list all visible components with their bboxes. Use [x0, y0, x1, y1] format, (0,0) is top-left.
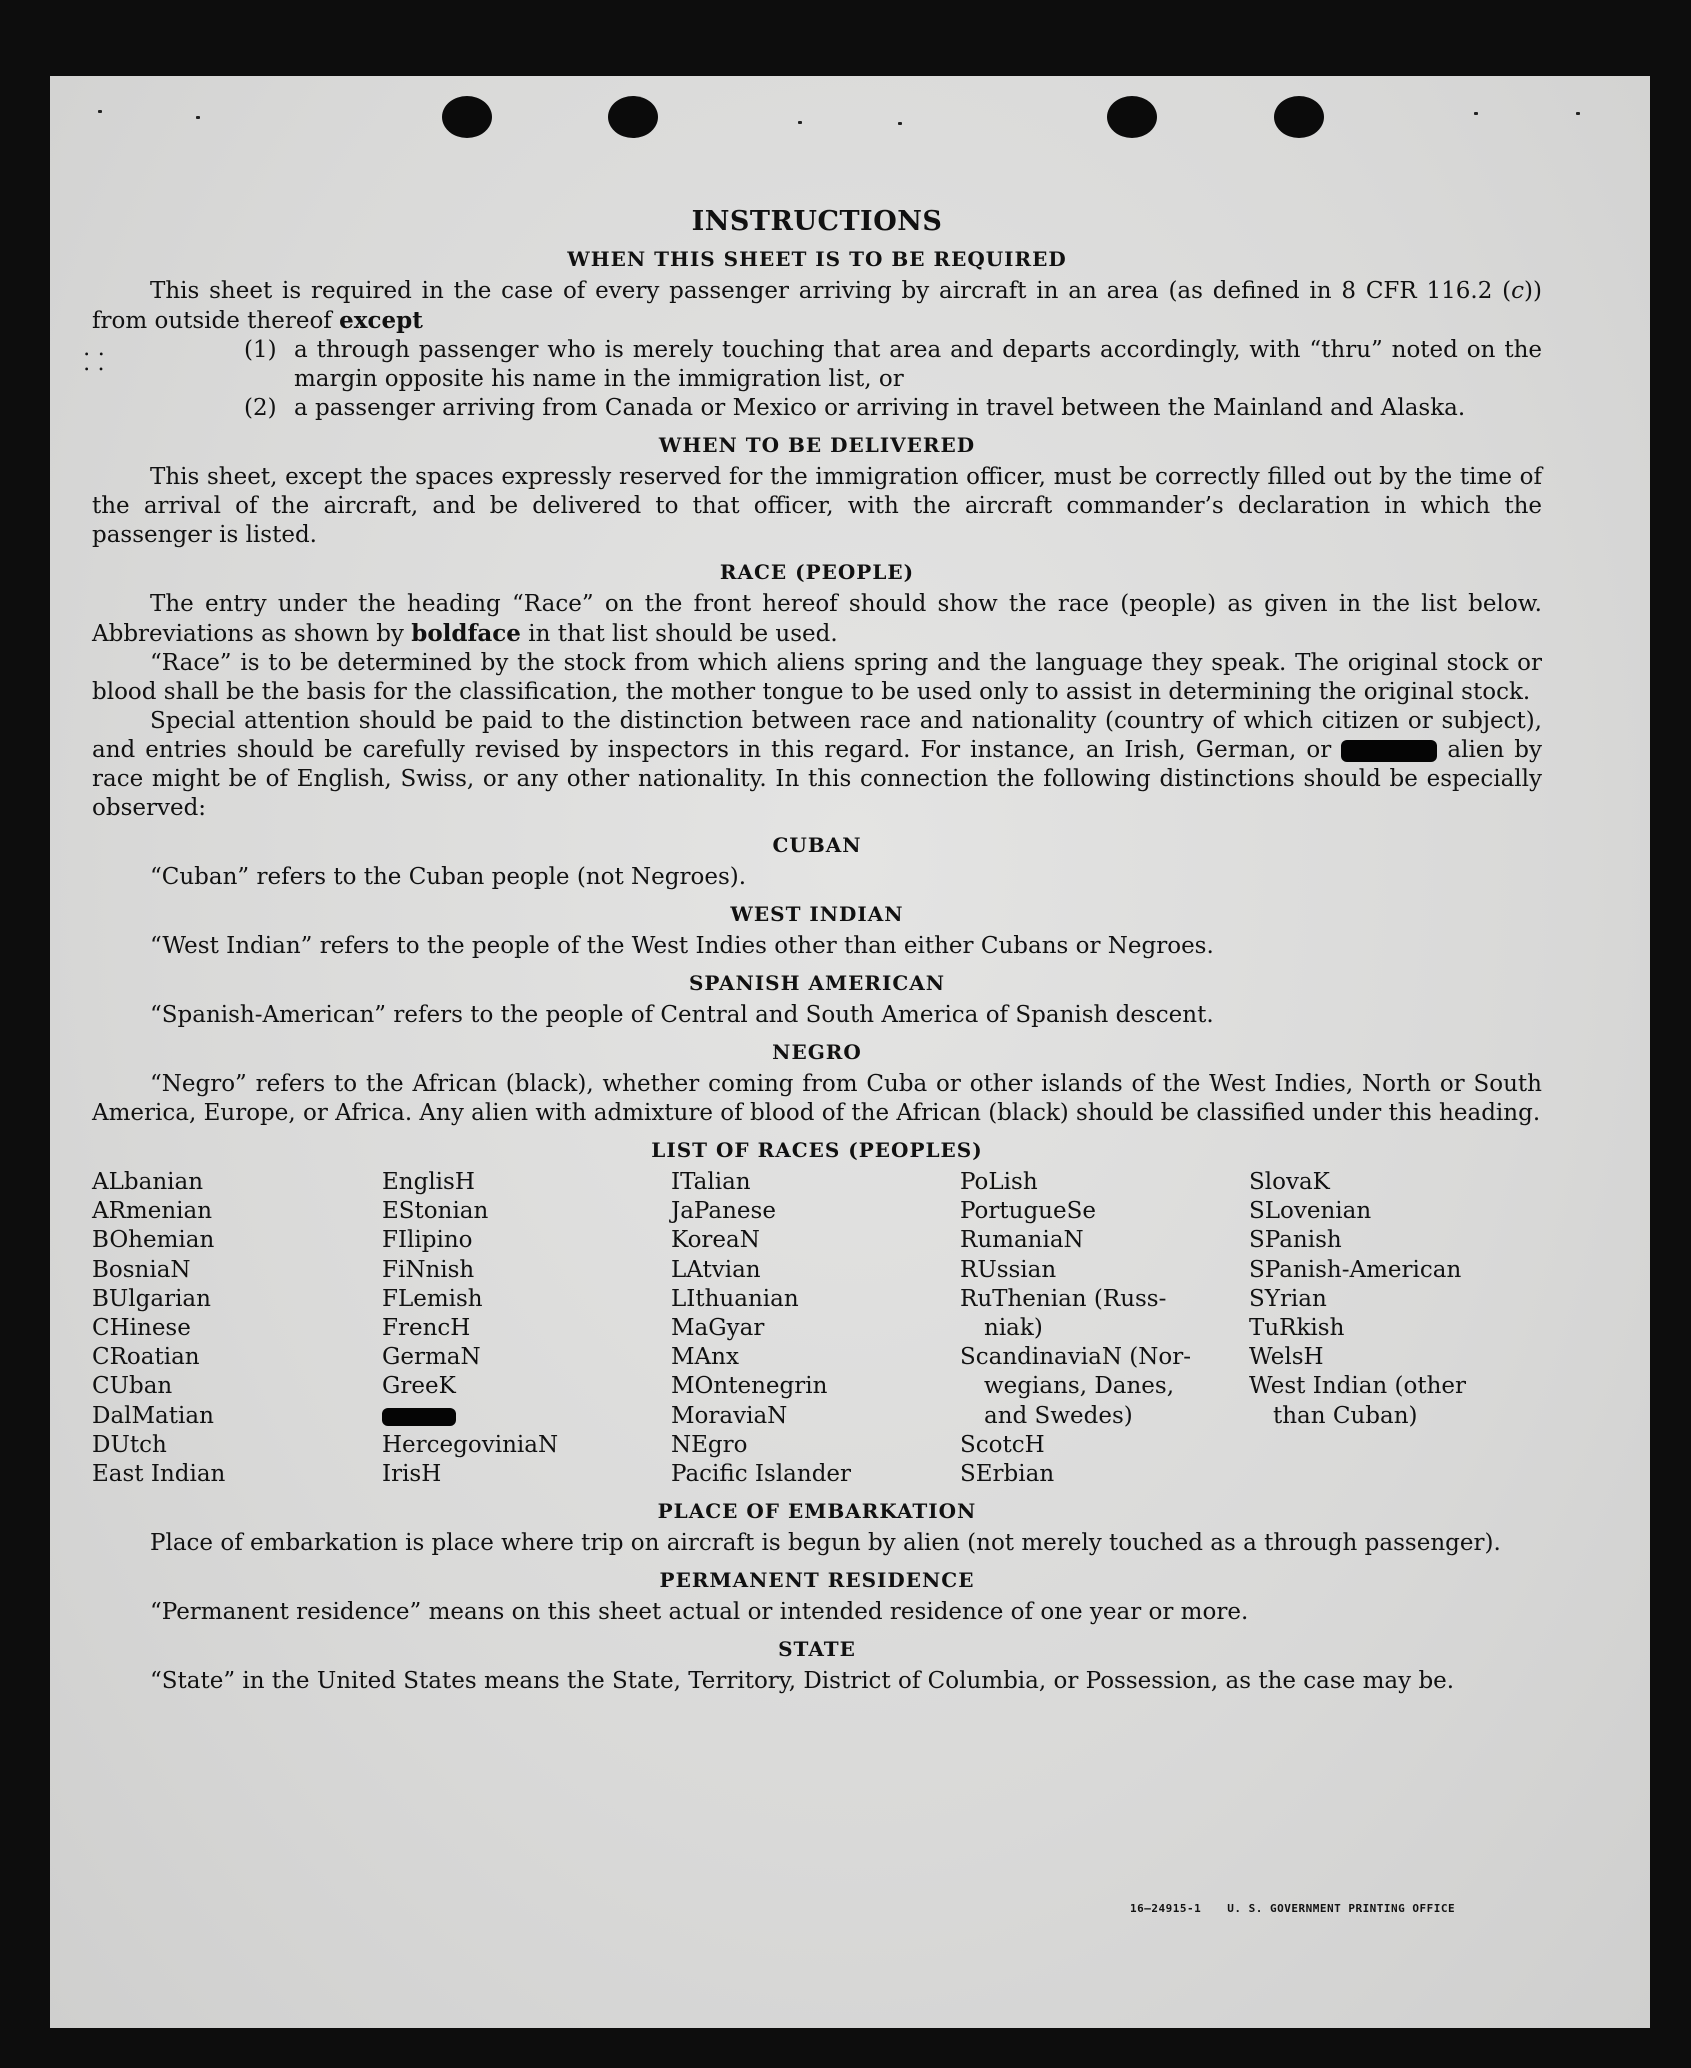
section-heading-race: RACE (PEOPLE)	[719, 560, 915, 584]
race-paragraph-2: “Race” is to be determined by the stock from which aliens spring and the language they speak. The original stock or blood shall be the basis for the classification, the mother tongue to be used only to assist in determining the original stock.	[92, 650, 1542, 705]
race-item: FIlipino	[382, 1227, 473, 1254]
race-paragraph-1: The entry under the heading “Race” on the front hereof should show the race (people) as given in the list below. Abbreviations as shown by boldface in that list should be used.	[92, 591, 1542, 647]
race-item: SPanish	[1249, 1227, 1342, 1254]
section-heading-residence: PERMANENT RESIDENCE	[659, 1568, 975, 1593]
section-heading-west-indian: WEST INDIAN	[730, 902, 904, 926]
page-title: INSTRUCTIONS	[691, 206, 943, 237]
race-item: CRoatian	[92, 1344, 200, 1371]
races-column-1	[92, 1168, 382, 1489]
race-item: DalMatian	[92, 1402, 214, 1429]
race-item: SlovaK	[1249, 1169, 1330, 1195]
races-list	[92, 1168, 1542, 1489]
race-item: RUssian	[960, 1256, 1057, 1283]
spanish-american-text: “Spanish-American” refers to the people of Central and South America of Spanish descent.	[150, 1002, 1214, 1028]
race-item: IrisH	[382, 1461, 442, 1488]
form-number: 16—24915-1	[1130, 1902, 1202, 1915]
race-item: MAnx	[671, 1344, 739, 1371]
punch-hole	[1274, 96, 1324, 138]
race-item: KoreaN	[671, 1227, 760, 1254]
races-column-4	[960, 1168, 1249, 1489]
race-item: ScotcH	[960, 1431, 1045, 1458]
race-item-continuation: than Cuban)	[1273, 1402, 1418, 1429]
race-item: ScandinaviaN (Nor-	[960, 1344, 1191, 1371]
punch-hole	[1107, 96, 1157, 138]
state-text: “State” in the United States means the State, Territory, District of Columbia, or Possession, as the case may be.	[150, 1668, 1455, 1695]
race-item: FrencH	[382, 1315, 471, 1342]
race-item: PortugueSe	[960, 1198, 1096, 1225]
race-item: EnglisH	[382, 1169, 475, 1195]
residence-text: “Permanent residence” means on this sheet actual or intended residence of one year or more.	[150, 1599, 1249, 1626]
race-item: LIthuanian	[671, 1285, 799, 1312]
race-item: PoLish	[960, 1169, 1038, 1195]
redaction-mark	[1341, 740, 1437, 762]
race-item: RumaniaN	[960, 1227, 1084, 1254]
race-item: LAtvian	[671, 1256, 761, 1283]
west-indian-text: “West Indian” refers to the people of the West Indies other than either Cubans or Negroes.	[150, 933, 1214, 959]
race-item-continuation: wegians, Danes,	[984, 1373, 1175, 1400]
race-item: FiNnish	[382, 1256, 475, 1283]
race-item: BOhemian	[92, 1227, 215, 1254]
section-heading-required: WHEN THIS SHEET IS TO BE REQUIRED	[567, 247, 1067, 271]
race-item: ARmenian	[92, 1198, 213, 1225]
speck	[98, 110, 102, 113]
race-item: MOntenegrin	[671, 1373, 828, 1400]
section-heading-delivered: WHEN TO BE DELIVERED	[658, 433, 976, 457]
redaction-mark	[382, 1408, 456, 1426]
handwritten-mark: ⸬	[84, 348, 104, 376]
speck	[196, 116, 200, 119]
cuban-text: “Cuban” refers to the Cuban people (not Negroes).	[150, 864, 747, 890]
section-heading-races-list: LIST OF RACES (PEOPLES)	[651, 1138, 983, 1162]
section-heading-negro: NEGRO	[772, 1040, 862, 1064]
printer-name: U. S. GOVERNMENT PRINTING OFFICE	[1227, 1902, 1456, 1915]
race-item: FLemish	[382, 1285, 483, 1312]
race-item: RuThenian (Russ-	[960, 1285, 1167, 1312]
race-item: SErbian	[960, 1461, 1055, 1488]
race-item: DUtch	[92, 1431, 167, 1458]
section-heading-state: STATE	[778, 1637, 856, 1662]
punch-hole	[608, 96, 658, 138]
race-item: East Indian	[92, 1461, 226, 1488]
punch-hole	[442, 96, 492, 138]
race-item: BosniaN	[92, 1256, 191, 1283]
race-item: TuRkish	[1249, 1315, 1345, 1342]
race-item: GreeK	[382, 1373, 456, 1400]
race-item: SYrian	[1249, 1285, 1327, 1312]
race-item: GermaN	[382, 1344, 481, 1371]
race-item: ITalian	[671, 1169, 751, 1195]
section-heading-spanish-american: SPANISH AMERICAN	[688, 971, 946, 995]
speck	[798, 121, 802, 124]
race-paragraph-3: Special attention should be paid to the distinction between race and nationality (country of which citizen or subject), and entries should be carefully revised by inspectors in this regard. For instance, an Irish, German, or alien by race might be of English, Swiss, or any other nationality. In this connection the following distinctions should be especially observed:	[92, 708, 1543, 821]
race-item: CUban	[92, 1373, 173, 1400]
required-item-2: (2) a passenger arriving from Canada or Mexico or arriving in travel between the Mainland and Alaska.	[244, 395, 1466, 421]
race-item: SLovenian	[1249, 1198, 1372, 1225]
race-item: ALbanian	[92, 1169, 204, 1195]
race-item-continuation: and Swedes)	[984, 1402, 1133, 1429]
section-heading-cuban: CUBAN	[772, 833, 862, 857]
document-page	[50, 76, 1650, 2028]
speck	[1576, 112, 1580, 115]
speck	[1474, 112, 1478, 115]
races-column-5	[1249, 1168, 1539, 1489]
race-item: WelsH	[1249, 1344, 1324, 1371]
race-item: West Indian (other	[1249, 1373, 1467, 1400]
race-item: JaPanese	[671, 1198, 776, 1225]
race-item: Pacific Islander	[671, 1461, 852, 1488]
race-item: HercegoviniaN	[382, 1431, 559, 1458]
instructions-body	[84, 206, 1543, 1696]
race-item-redacted	[382, 1402, 671, 1431]
races-column-3	[671, 1168, 960, 1489]
embarkation-text: Place of embarkation is place where trip on aircraft is begun by alien (not merely touched as a through passenger).	[150, 1530, 1501, 1557]
required-item-1: ⸬ (1) a through passenger who is merely touching that area and departs accordingly, with “thru” noted on the margin opposite his name in the immigration list, or	[84, 337, 1542, 392]
race-item: MaGyar	[671, 1315, 765, 1342]
race-item-continuation: niak)	[984, 1315, 1043, 1342]
delivered-text: This sheet, except the spaces expressly reserved for the immigration officer, must be correctly filled out by the time of the arrival of the aircraft, and be delivered to that officer, with the aircraft commander’s declaration in which the passenger is listed.	[92, 464, 1542, 548]
race-item: CHinese	[92, 1315, 191, 1342]
race-item: BUlgarian	[92, 1285, 211, 1312]
negro-text: “Negro” refers to the African (black), whether coming from Cuba or other islands of the West Indies, North or South America, Europe, or Africa. Any alien with admixture of blood of the African (black) should be classified under this heading.	[92, 1071, 1542, 1126]
race-item: NEgro	[671, 1431, 748, 1458]
races-column-2	[382, 1168, 671, 1489]
race-item: MoraviaN	[671, 1402, 788, 1429]
required-intro: This sheet is required in the case of every passenger arriving by aircraft in an area (as defined in 8 CFR 116.2 (c)) from outside thereof except	[92, 278, 1542, 334]
speck	[898, 122, 902, 125]
section-heading-embarkation: PLACE OF EMBARKATION	[657, 1499, 977, 1524]
printer-imprint	[1130, 1902, 1455, 1915]
race-item: EStonian	[382, 1198, 489, 1225]
race-item: SPanish-American	[1249, 1256, 1462, 1283]
